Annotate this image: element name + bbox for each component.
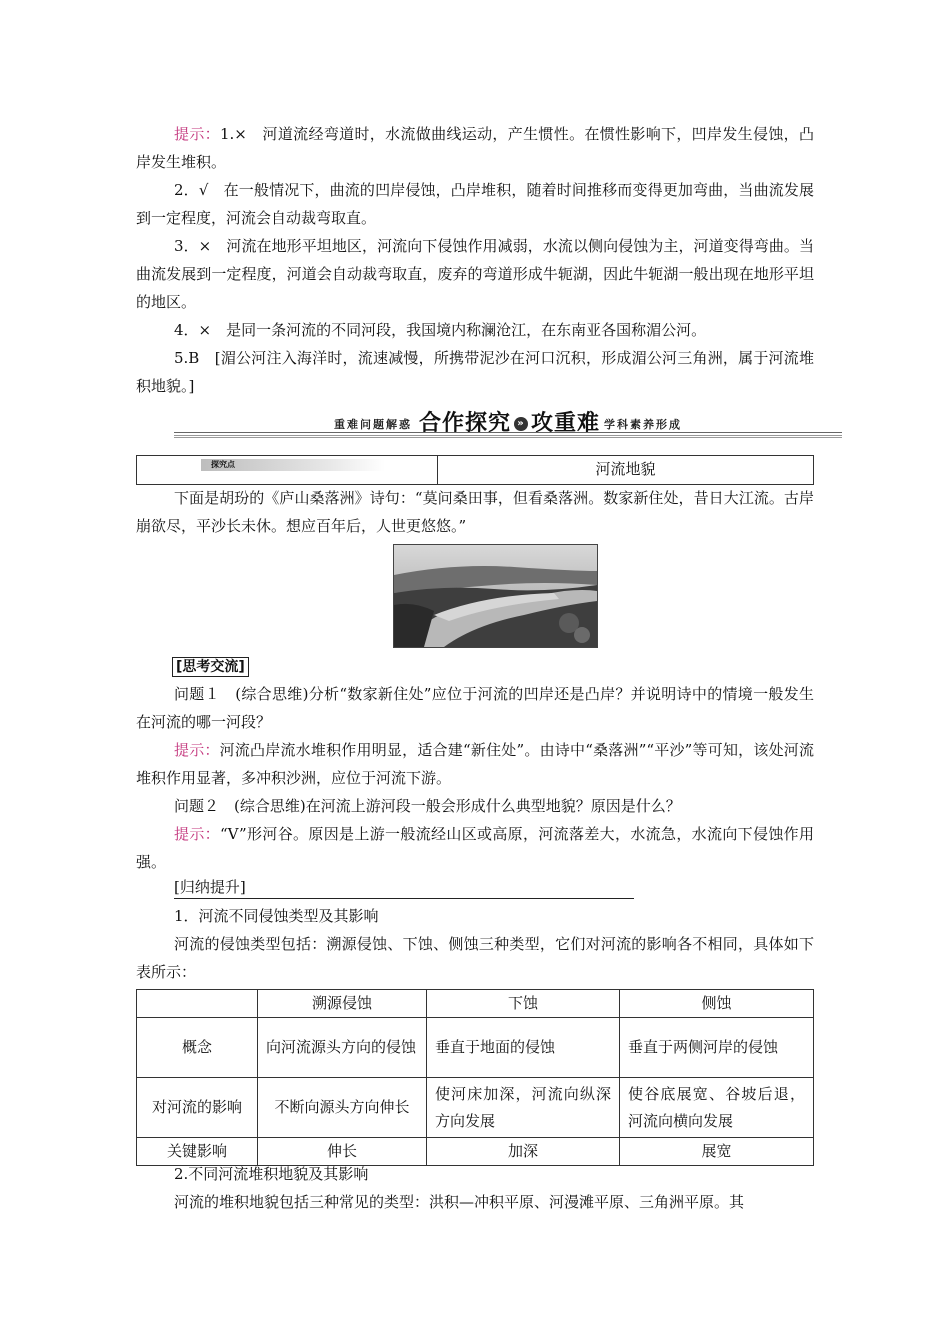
explore-tag-cell bbox=[137, 456, 438, 484]
table-cell: 使河床加深，河流向纵深方向发展 bbox=[427, 1078, 620, 1138]
table-header-cell: 下蚀 bbox=[427, 990, 620, 1018]
think-label: [思考交流] bbox=[172, 657, 249, 677]
summary-1-text: 河流的侵蚀类型包括：溯源侵蚀、下蚀、侧蚀三种类型，它们对河流的影响各不相同，具体如下表所示： bbox=[136, 935, 814, 981]
summary-1-title: 1．河流不同侵蚀类型及其影响 bbox=[174, 907, 379, 925]
table-cell: 展宽 bbox=[620, 1138, 814, 1166]
answer-1-text: 1.× 河道流经弯道时，水流做曲线运动，产生惯性。在惯性影响下，凹岸发生侵蚀，凸岸发生堆积。 bbox=[136, 125, 814, 171]
hint-2-text: “V”形河谷。原因是上游一般流经山区或高原，河流落差大，水流急，水流向下侵蚀作用强。 bbox=[136, 825, 814, 871]
hint-1-text: 河流凸岸流水堆积作用明显，适合建“新住处”。由诗中“桑落洲”“平沙”等可知，该处河流堆积作用显著，多冲积沙洲，应位于河流下游。 bbox=[136, 741, 814, 787]
banner-title-a: 合作探究 bbox=[419, 411, 512, 436]
answer-2: 2．√ 在一般情况下，曲流的凹岸侵蚀，凸岸堆积，随着时间推移而变得更加弯曲，当曲流发展到一定程度，河流会自动裁弯取直。 bbox=[136, 181, 814, 227]
question-1: 问题１ (综合思维)分析“数家新住处”应位于河流的凹岸还是凸岸？并说明诗中的情境一般发生在河流的哪一河段？ bbox=[136, 685, 814, 731]
table-cell: 向河流源头方向的侵蚀 bbox=[258, 1018, 427, 1078]
table-cell: 关键影响 bbox=[137, 1138, 258, 1166]
table-cell: 垂直于两侧河岸的侵蚀 bbox=[620, 1018, 814, 1078]
table-cell: 不断向源头方向伸长 bbox=[258, 1078, 427, 1138]
hint-label: 提示： bbox=[174, 741, 220, 759]
poem-paragraph: 下面是胡玢的《庐山桑落洲》诗句：“莫问桑田事，但看桑落洲。数家新住处，昔日大江流。古岸崩欲尽，平沙长未休。想应百年后，人世更悠悠。” bbox=[136, 489, 814, 535]
hint-label: 提示： bbox=[174, 825, 220, 843]
table-header-row bbox=[137, 990, 814, 1018]
summary-2-title: 2.不同河流堆积地貌及其影响 bbox=[174, 1165, 369, 1183]
hint-label: 提示： bbox=[174, 125, 220, 143]
explore-tag: 探究点 bbox=[201, 459, 385, 471]
answer-4: 4．× 是同一条河流的不同河段，我国境内称澜沧江，在东南亚各国称湄公河。 bbox=[174, 321, 707, 339]
table-cell: 概念 bbox=[137, 1018, 258, 1078]
table-cell: 伸长 bbox=[258, 1138, 427, 1166]
summary-2-text: 河流的堆积地貌包括三种常见的类型：洪积—冲积平原、河漫滩平原、三角洲平原。其 bbox=[174, 1193, 745, 1211]
table-cell: 垂直于地面的侵蚀 bbox=[427, 1018, 620, 1078]
answer-5: 5.B [湄公河注入海洋时，流速减慢，所携带泥沙在河口沉积，形成湄公河三角洲，属于河流堆积地貌。] bbox=[136, 349, 814, 395]
banner-left-text: 重难问题解惑 bbox=[334, 418, 412, 431]
banner-title-b: 攻重难 bbox=[531, 411, 601, 436]
section-banner bbox=[174, 406, 842, 438]
answer-3: 3．× 河流在地形平坦地区，河流向下侵蚀作用减弱，水流以侧向侵蚀为主，河道变得弯曲。当曲流发展到一定程度，河道会自动裁弯取直，废弃的弯道形成牛轭湖，因此牛轭湖一般出现在地形平坦的地区。 bbox=[136, 237, 814, 311]
arrow-icon: » bbox=[514, 417, 528, 431]
explore-topic: 河流地貌 bbox=[595, 460, 656, 478]
table-row bbox=[137, 1078, 814, 1138]
hint-1 bbox=[136, 736, 814, 792]
river-aerial-photo bbox=[393, 544, 598, 648]
question-2: 问题２ (综合思维)在河流上游河段一般会形成什么典型地貌？原因是什么？ bbox=[174, 797, 681, 815]
banner-right-text: 学科素养形成 bbox=[604, 418, 682, 431]
table-cell: 对河流的影响 bbox=[137, 1078, 258, 1138]
table-header-cell: 侧蚀 bbox=[620, 990, 814, 1018]
hint-2 bbox=[136, 820, 814, 876]
summary-label: [归纳提升] bbox=[174, 876, 634, 899]
answer-1 bbox=[136, 120, 814, 176]
table-cell: 加深 bbox=[427, 1138, 620, 1166]
explore-table bbox=[136, 455, 814, 485]
table-header-cell: 溯源侵蚀 bbox=[258, 990, 427, 1018]
table-row bbox=[137, 1018, 814, 1078]
erosion-table bbox=[136, 989, 814, 1166]
table-cell: 使谷底展宽、谷坡后退，河流向横向发展 bbox=[620, 1078, 814, 1138]
banner-rule bbox=[174, 432, 842, 438]
table-header-cell bbox=[137, 990, 258, 1018]
